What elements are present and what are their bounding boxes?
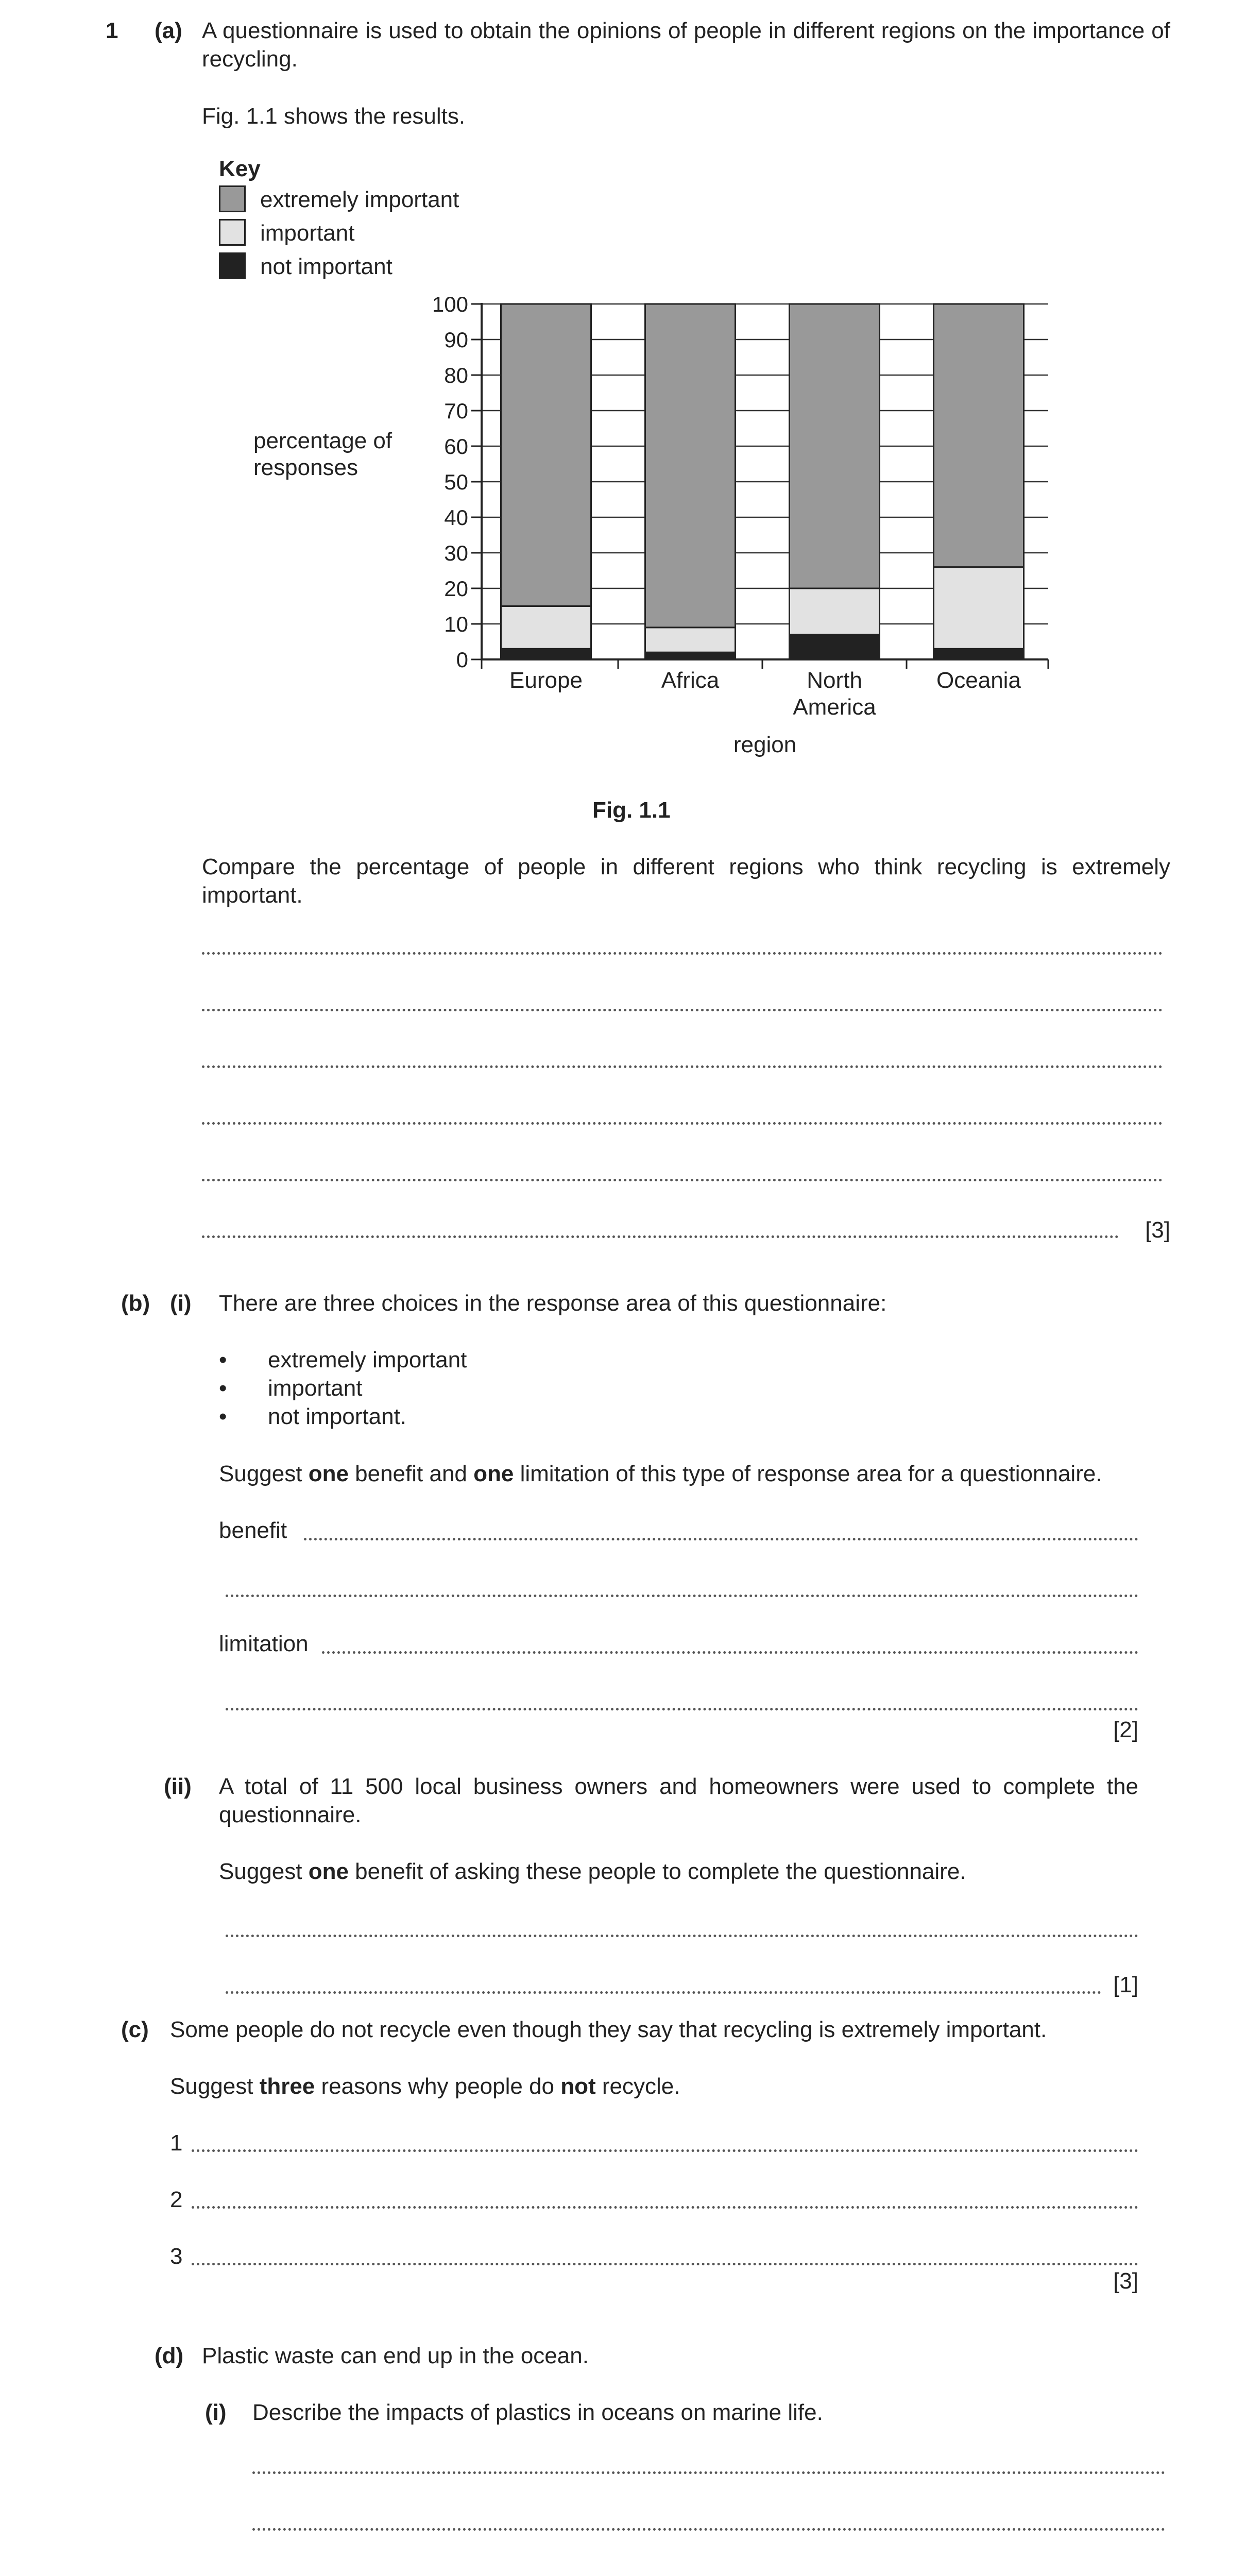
- part-d-intro: Plastic waste can end up in the ocean.: [202, 2343, 589, 2368]
- bar-segment: [790, 635, 880, 659]
- answer-line[interactable]: [252, 2471, 1165, 2474]
- part-a-question: Compare the percentage of people in different regions who think recycling is extremely important.: [202, 854, 1170, 908]
- part-b-i-task: Suggest one benefit and one limitation of this type of response area for a questionnaire.: [219, 1461, 1102, 1486]
- question-number: 1: [106, 18, 118, 43]
- y-tick-label: 60: [444, 434, 468, 459]
- answer-line[interactable]: [202, 1009, 1163, 1011]
- figure-caption: Fig. 1.1: [592, 798, 671, 823]
- part-b-label: (b): [121, 1291, 150, 1316]
- marks-allocation: [3]: [1145, 1217, 1170, 1243]
- marks-allocation: [3]: [1113, 2268, 1138, 2294]
- y-tick-label: 50: [444, 470, 468, 494]
- y-tick-label: 100: [432, 292, 468, 316]
- part-a-intro: A questionnaire is used to obtain the opinions of people in different regions on the importance of recycling.: [202, 18, 1170, 72]
- key-title: Key: [219, 156, 261, 181]
- bar-segment: [501, 606, 591, 649]
- marks-allocation: [2]: [1113, 1717, 1138, 1742]
- bullet-item: not important.: [268, 1404, 407, 1429]
- bar-segment: [934, 567, 1024, 649]
- answer-line[interactable]: [202, 1235, 1119, 1238]
- bar-segment: [790, 588, 880, 635]
- answer-line[interactable]: [202, 1179, 1163, 1181]
- x-axis-label: region: [733, 732, 797, 757]
- key-label-important: important: [260, 221, 355, 246]
- bar-segment: [645, 652, 736, 659]
- bar-segment: [645, 628, 736, 652]
- answer-line[interactable]: [192, 2149, 1138, 2152]
- bar-segment: [645, 304, 736, 628]
- bullet-dot: •: [219, 1376, 227, 1401]
- answer-line[interactable]: [252, 2528, 1165, 2531]
- bar-segment: [501, 649, 591, 659]
- bar-segment: [790, 304, 880, 588]
- answer-line[interactable]: [226, 1708, 1138, 1710]
- part-d-label: (d): [155, 2343, 184, 2368]
- y-tick-label: 40: [444, 505, 468, 530]
- y-tick-label: 10: [444, 612, 468, 636]
- bar-segment: [934, 649, 1024, 659]
- y-tick-label: 80: [444, 363, 468, 387]
- key-label-not-important: not important: [260, 254, 392, 279]
- bullet-dot: •: [219, 1347, 227, 1372]
- marks-allocation: [1]: [1113, 1972, 1138, 1997]
- part-c-label: (c): [121, 2017, 149, 2042]
- y-axis-label: percentage of: [253, 428, 392, 453]
- part-b-ii-intro: A total of 11 500 local business owners and homeowners were used to complete the questionnaire.: [219, 1774, 1138, 1827]
- y-tick-label: 30: [444, 541, 468, 565]
- answer-line[interactable]: [202, 952, 1163, 955]
- answer-line[interactable]: [226, 1595, 1138, 1597]
- fig-reference: Fig. 1.1 shows the results.: [202, 104, 466, 129]
- bullet-item: extremely important: [268, 1347, 467, 1372]
- part-b-i-intro: There are three choices in the response area of this questionnaire:: [219, 1291, 887, 1316]
- bullet-dot: •: [219, 1404, 227, 1429]
- reason-number: 1: [170, 2130, 183, 2156]
- part-b-ii-label: (ii): [164, 1774, 192, 1799]
- x-tick-label: Africa: [661, 668, 720, 693]
- part-b-i-label: (i): [170, 1291, 192, 1316]
- answer-line[interactable]: [192, 2206, 1138, 2209]
- x-tick-label: Oceania: [936, 668, 1021, 693]
- reason-number: 2: [170, 2187, 183, 2212]
- answer-line[interactable]: [304, 1538, 1138, 1540]
- answer-line[interactable]: [202, 1122, 1163, 1125]
- y-tick-label: 90: [444, 328, 468, 352]
- answer-line[interactable]: [202, 1065, 1163, 1068]
- y-tick-label: 70: [444, 399, 468, 423]
- y-tick-label: 20: [444, 577, 468, 601]
- x-tick-label: Europe: [509, 668, 583, 693]
- benefit-label: benefit: [219, 1518, 287, 1543]
- limitation-label: limitation: [219, 1631, 309, 1656]
- part-c-intro: Some people do not recycle even though they say that recycling is extremely important.: [170, 2017, 1047, 2042]
- bullet-item: important: [268, 1376, 363, 1401]
- stacked-bar-chart: [0, 0, 1246, 783]
- answer-line[interactable]: [226, 1935, 1138, 1937]
- reason-number: 3: [170, 2244, 183, 2269]
- bar-segment: [501, 304, 591, 606]
- key-label-extremely-important: extremely important: [260, 187, 459, 212]
- part-d-i-question: Describe the impacts of plastics in oceans on marine life.: [252, 2400, 823, 2425]
- x-tick-label: North: [807, 668, 862, 693]
- answer-line[interactable]: [226, 1991, 1101, 1994]
- bar-segment: [934, 304, 1024, 567]
- y-tick-label: 0: [456, 648, 468, 672]
- y-axis-label: responses: [253, 455, 359, 480]
- answer-line[interactable]: [192, 2263, 1138, 2265]
- part-a-label: (a): [155, 18, 182, 43]
- part-d-i-label: (i): [205, 2400, 227, 2425]
- part-c-task: Suggest three reasons why people do not recycle.: [170, 2074, 680, 2099]
- part-b-ii-task: Suggest one benefit of asking these people to complete the questionnaire.: [219, 1859, 966, 1884]
- x-tick-label: America: [793, 694, 876, 720]
- answer-line[interactable]: [322, 1651, 1138, 1654]
